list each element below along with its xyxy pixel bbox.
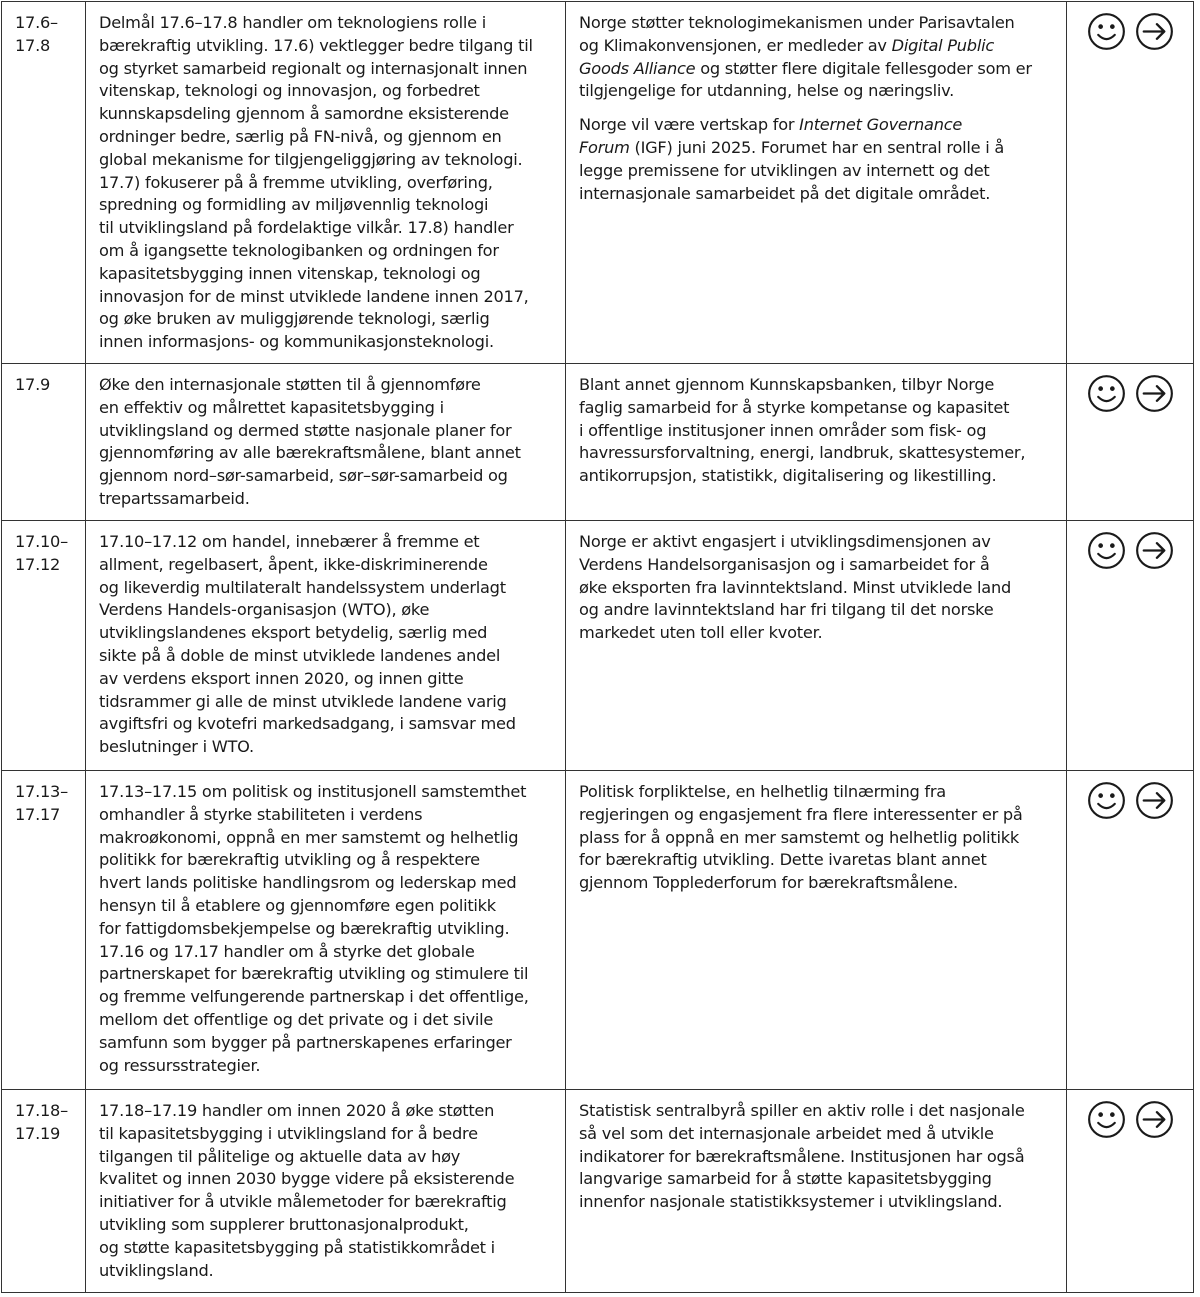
status-description: Blant annet gjennom Kunnskapsbanken, tilbyr Norge faglig samarbeid for å styrke kompetanse og kapasitet i offentlige institusjoner innen områder som fisk- og havressursforvaltning, energi, landbruk, skattesystemer, antikorrupsjon, statistikk, digitalisering og likestilling. bbox=[566, 364, 1067, 521]
target-description: 17.13–17.15 om politisk og institusjonell samstemthet omhandler å styrke stabiliteten i verdens makroøkonomi, oppnå en mer samstemt og helhetlig politikk for bærekraftig utvikling og å respektere hvert lands politiske handlingsrom og lederskap med hensyn til å etablere og gjennomføre egen politikk for fattigdomsbekjempelse og bærekraftig utvikling. 17.16 og 17.17 handler om å styrke det globale partnerskapet for bærekraftig utvikling og stimulere til og fremme velfungerende partnerskap i det offentlige, mellom det offentlige og det private og i det sivile samfunn som bygger på partnerskapenes erfaringer og ressursstrategier. bbox=[86, 771, 566, 1090]
target-description: 17.18–17.19 handler om innen 2020 å øke støtten til kapasitetsbygging i utviklingsland for å bedre tilgangen til pålitelige og aktuelle data av høy kvalitet og innen 2030 bygge videre på eksisterende initiativer for å utvikle målemetoder for bærekraftig utvikling som supplerer bruttonasjonalprodukt, og støtte kapasitetsbygging på statistikkområdet i utviklingsland. bbox=[86, 1090, 566, 1293]
status-icons bbox=[1067, 1090, 1194, 1293]
target-description: Øke den internasjonale støtten til å gjennomføre en effektiv og målrettet kapasitetsbygging i utviklingsland og dermed støtte nasjonale planer for gjennomføring av alle bærekraftsmålene, blant annet gjennom nord–sør-samarbeid, sør–sør-samarbeid og trepartssamarbeid. bbox=[86, 364, 566, 521]
table-row bbox=[2, 521, 1194, 771]
target-id: 17.9 bbox=[2, 364, 86, 521]
table-row bbox=[2, 364, 1194, 521]
alliance-name: Digital Public Goods Alliance bbox=[579, 35, 994, 78]
table-row bbox=[2, 2, 1194, 364]
smiley-face-icon bbox=[1087, 1100, 1126, 1139]
status-icons bbox=[1067, 2, 1194, 364]
smiley-face-icon bbox=[1087, 12, 1126, 51]
status-description: Statistisk sentralbyrå spiller en aktiv rolle i det nasjonale så vel som det internasjonale arbeidet med å utvikle indikatorer for bærekraftsmålene. Institusjonen har også langvarige samarbeid for å støtte kapasitetsbygging innenfor nasjonale statistikksystemer i utviklingsland. bbox=[566, 1090, 1067, 1293]
target-description: Delmål 17.6–17.8 handler om teknologiens rolle i bærekraftig utvikling. 17.6) vektlegger bedre tilgang til og styrket samarbeid regionalt og internasjonalt innen vitenskap, teknologi og innovasjon, og forbedret kunnskapsdeling gjennom å samordne eksisterende ordninger bedre, særlig på FN-nivå, og gjennom en global mekanisme for tilgjengeliggjøring av teknologi. 17.7) fokuserer på å fremme utvikling, overføring, spredning og formidling av miljøvennlig teknologi til utviklingsland på fordelaktige vilkår. 17.8) handler om å igangsette teknologibanken og ordningen for kapasitetsbygging innen vitenskap, teknologi og innovasjon for de minst utviklede landene innen 2017, og øke bruken av muliggjørende teknologi, særlig innen informasjons- og kommunikasjonsteknologi. bbox=[86, 2, 566, 364]
status-description bbox=[566, 2, 1067, 364]
target-id: 17.10– 17.12 bbox=[2, 521, 86, 771]
status-icons bbox=[1067, 521, 1194, 771]
target-id: 17.18– 17.19 bbox=[2, 1090, 86, 1293]
arrow-right-circle-icon bbox=[1135, 1100, 1174, 1139]
status-description: Politisk forpliktelse, en helhetlig tilnærming fra regjeringen og engasjement fra flere interessenter er på plass for å oppnå en mer samstemt og helhetlig politikk for bærekraftig utvikling. Dette ivaretas blant annet gjennom Topplederforum for bærekraftsmålene. bbox=[566, 771, 1067, 1090]
smiley-face-icon bbox=[1087, 531, 1126, 570]
arrow-right-circle-icon bbox=[1135, 12, 1174, 51]
target-id: 17.6– 17.8 bbox=[2, 2, 86, 364]
status-icons bbox=[1067, 771, 1194, 1090]
target-description: 17.10–17.12 om handel, innebærer å fremme et allment, regelbasert, åpent, ikke-diskriminerende og likeverdig multilateralt handelssystem underlagt Verdens Handels-organisasjon (WTO), øke utviklingslandenes eksport betydelig, særlig med sikte på å doble de minst utviklede landenes andel av verdens eksport innen 2020, og innen gitte tidsrammer gi alle de minst utviklede landene varig avgiftsfri og kvotefri markedsadgang, i samsvar med beslutninger i WTO. bbox=[86, 521, 566, 771]
smiley-face-icon bbox=[1087, 781, 1126, 820]
arrow-right-circle-icon bbox=[1135, 531, 1174, 570]
status-paragraph: Norge støtter teknologimekanismen under Parisavtalen og Klimakonvensjonen, er medleder av Digital Public Goods Alliance og støtter flere digitale fellesgoder som er tilgjengelige for utdanning, helse og næringsliv. bbox=[579, 13, 1032, 101]
table-row bbox=[2, 1090, 1194, 1293]
arrow-right-circle-icon bbox=[1135, 781, 1174, 820]
target-id: 17.13– 17.17 bbox=[2, 771, 86, 1090]
arrow-right-circle-icon bbox=[1135, 374, 1174, 413]
status-icons bbox=[1067, 364, 1194, 521]
status-paragraph: Norge vil være vertskap for Internet Governance Forum (IGF) juni 2025. Forumet har en sentral rolle i å legge premissene for utviklingen av internett og det internasjonale samarbeidet på det digitale området. bbox=[579, 115, 1005, 203]
sdg-target-table bbox=[1, 1, 1194, 1293]
table-row bbox=[2, 771, 1194, 1090]
status-description: Norge er aktivt engasjert i utviklingsdimensjonen av Verdens Handelsorganisasjon og i samarbeidet for å øke eksporten fra lavinntektsland. Minst utviklede land og andre lavinntektsland har fri tilgang til det norske markedet uten toll eller kvoter. bbox=[566, 521, 1067, 771]
smiley-face-icon bbox=[1087, 374, 1126, 413]
forum-name: Internet Governance Forum bbox=[579, 115, 963, 157]
